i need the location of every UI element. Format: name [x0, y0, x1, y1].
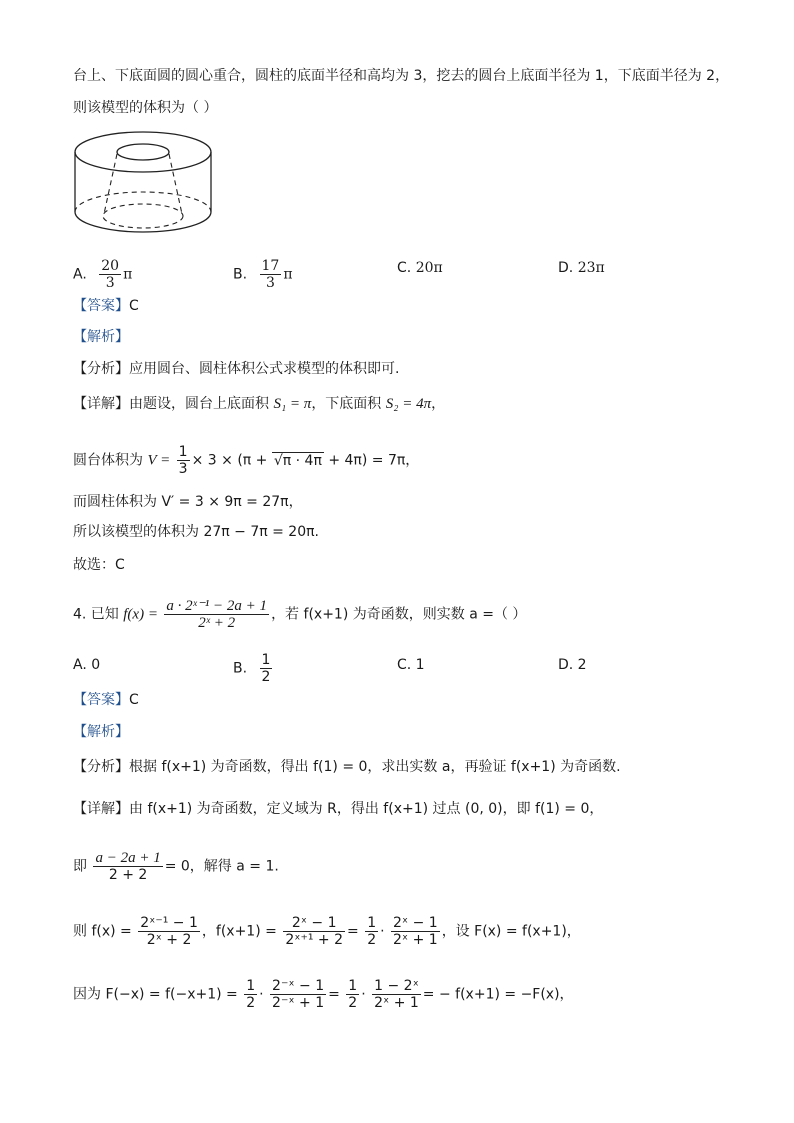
q4-analysis-heading: 【解析】 [73, 724, 129, 740]
q4-xj3-frac1: $\frac{\text{2ˣ⁻¹ − 1}}{\text{2ˣ + 2}}$ [140, 915, 198, 948]
q4-stem: 4. 已知 f(x) = $\frac{\text{a · 2ˣ⁻¹ − 2a + 1}}{\text{2ˣ + 2}}$ ，若 f(x+1) 为奇函数，则实数 a =（ ） [73, 598, 527, 631]
cylinder-frustum-figure [72, 130, 214, 240]
q3-option-c: C. 20π [397, 260, 443, 276]
q3-analysis-heading: 【解析】 [73, 329, 129, 345]
q4-xiangjie-line1: 【详解】由 f(x+1) 为奇函数，定义域为 R，得出 f(x+1) 过点 (0, 0)，即 f(1) = 0， [73, 801, 604, 817]
q3-xiangjie-line3: 而圆柱体积为 V′ = 3 × 9π = 27π， [73, 494, 303, 510]
q3-xiangjie-line2: 圆台体积为 V = $\frac{1}{3}$ × 3 × (π + √π · 4π + 4π) = 7π， [73, 444, 420, 477]
q4-xj4-frac4: $\frac{\text{1 − 2ˣ}}{\text{2ˣ + 1}}$ [374, 978, 419, 1011]
q4-xj3-frac2: $\frac{\text{2ˣ − 1}}{\text{2ˣ⁺¹ + 2}}$ [285, 915, 343, 948]
q4-xj4-frac1: $\frac{1}{2}$ [246, 978, 256, 1011]
q4-stem-fraction: $\frac{\text{a · 2ˣ⁻¹ − 2a + 1}}{\text{2ˣ + 2}}$ [166, 598, 268, 631]
q4-xj2-fraction: $\frac{a - 2a + 1}{2 + 2}$ [95, 850, 161, 883]
q3-option-b: B. $\frac{17}{3}$ π [233, 258, 293, 291]
q3-option-b-fraction: $\frac{17}{3}$ [261, 258, 280, 291]
q3-option-a-fraction: $\frac{20}{3}$ [101, 258, 120, 291]
q4-fenxi: 【分析】根据 f(x+1) 为奇函数，得出 f(1) = 0，求出实数 a，再验证 f(x+1) 为奇函数. [73, 759, 621, 775]
q4-xj4-frac3: $\frac{1}{2}$ [348, 978, 358, 1011]
q3-xiangjie-line4: 所以该模型的体积为 27π − 7π = 20π. [73, 524, 319, 540]
q4-xiangjie-line2: 即 $\frac{a - 2a + 1}{2 + 2}$ = 0，解得 a = 1. [73, 850, 279, 883]
q3-fenxi: 【分析】应用圆台、圆柱体积公式求模型的体积即可. [73, 361, 400, 377]
q4-option-b: B. $\frac{1}{2}$ [233, 652, 271, 685]
q4-xiangjie-line3: 则 f(x) = $\frac{\text{2ˣ⁻¹ − 1}}{\text{2ˣ + 2}}$ ，f(x+1) = $\frac{\text{2ˣ − 1}}{\text{2ˣ⁺¹ + 2}}$ = $\frac{1}{2}$ · $\frac{\text{2ˣ − 1}}{\text{2ˣ + 1}}$ ，设 F(x) = f(x+1)， [73, 915, 581, 948]
sqrt-term: √π · 4π [273, 452, 322, 469]
q3-stem-line1: 台上、下底面圆的圆心重合，圆柱的底面半径和高均为 3，挖去的圆台上底面半径为 1，下底面半径为 2， [73, 68, 730, 84]
q4-xiangjie-line4: 因为 F(−x) = f(−x+1) = $\frac{1}{2}$ · $\frac{\text{2⁻ˣ − 1}}{\text{2⁻ˣ + 1}}$ = $\frac{1}{2}$ · $\frac{\text{1 − 2ˣ}}{\text{2ˣ + 1}}$ = − f(x+1) = −F(x)， [73, 978, 574, 1011]
q4-option-b-fraction: $\frac{1}{2}$ [261, 652, 271, 685]
q3-option-a: A. $\frac{20}{3}$ π [73, 258, 133, 291]
q3-xiangjie-line1: 【详解】由题设，圆台上底面积 S₁ = π，下底面积 S₂ = 4π， [73, 396, 446, 412]
q4-option-c: C. 1 [397, 657, 425, 673]
q3-choice: 故选：C [73, 557, 125, 573]
q3-stem-line2: 则该模型的体积为（ ） [73, 100, 218, 116]
q3-answer: 【答案】C [73, 298, 139, 314]
q4-xj3-frac3: $\frac{1}{2}$ [367, 915, 377, 948]
q4-answer: 【答案】C [73, 692, 139, 708]
q4-xj3-frac4: $\frac{\text{2ˣ − 1}}{\text{2ˣ + 1}}$ [393, 915, 438, 948]
one-third-fraction: $\frac{1}{3}$ [178, 444, 188, 477]
q3-option-d: D. 23π [558, 260, 605, 276]
q4-xj4-frac2: $\frac{\text{2⁻ˣ − 1}}{\text{2⁻ˣ + 1}}$ [272, 978, 325, 1011]
q4-option-d: D. 2 [558, 657, 587, 673]
q4-option-a: A. 0 [73, 657, 101, 673]
